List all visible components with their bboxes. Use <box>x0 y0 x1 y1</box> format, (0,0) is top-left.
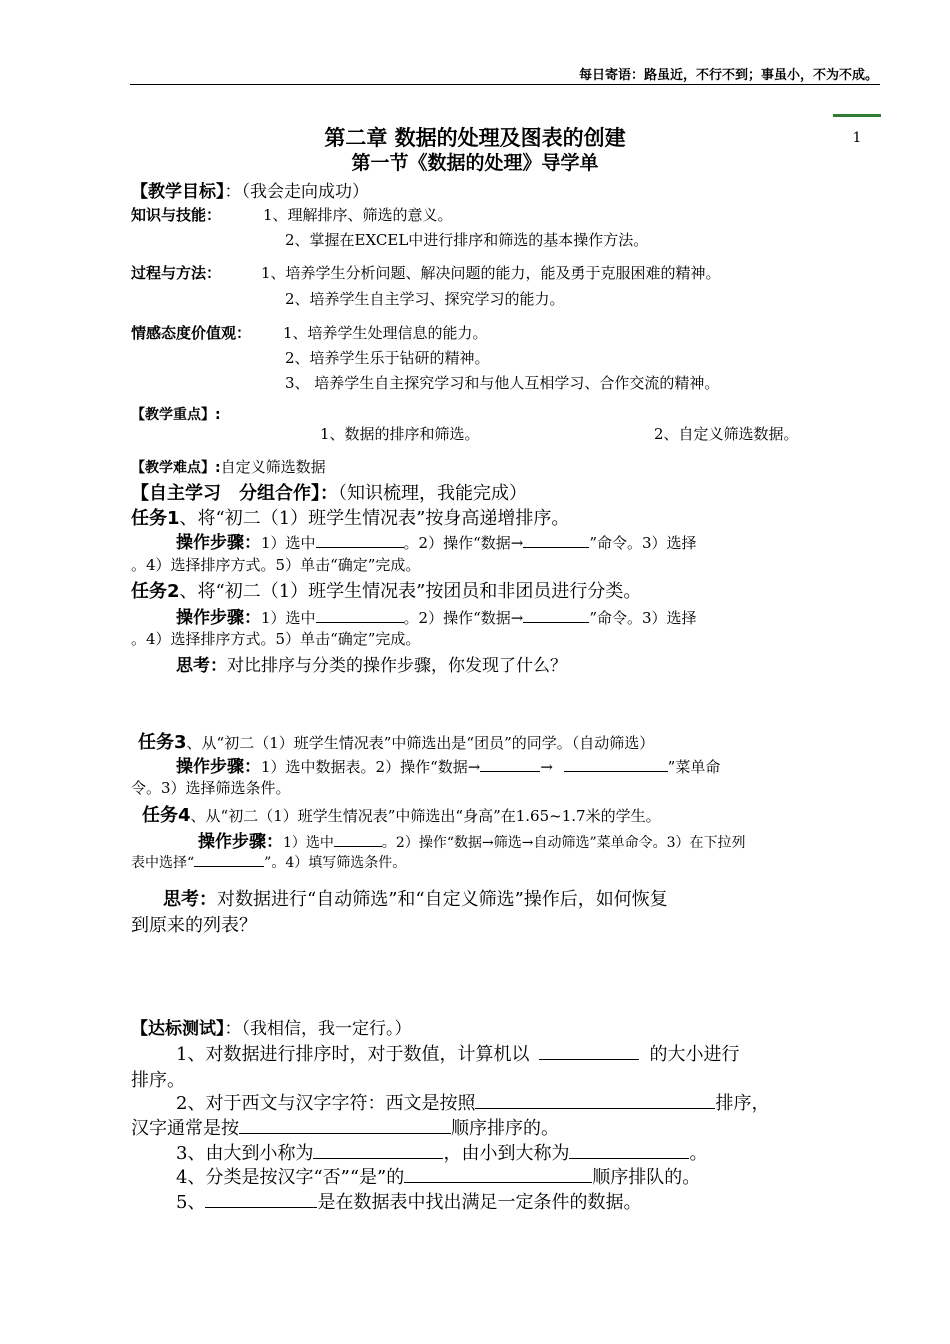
test-q3-a: 3、由大到小称为 <box>176 1143 314 1164</box>
think-2 <box>163 885 668 911</box>
task-3-steps-label: 操作步骤： <box>176 757 261 777</box>
task-4-blank-1[interactable] <box>334 832 382 847</box>
difficulty-text: 自定义筛选数据 <box>220 458 326 476</box>
task-1-steps-line2: 。4）选择排序方式。5）单击“确定”完成。 <box>131 556 421 574</box>
test-q3-b: ，由小到大称为 <box>443 1143 570 1164</box>
task-3-step-a: 1）选中数据表。2）操作“数据→ <box>261 758 481 776</box>
key-point-1: 1、数据的排序和筛选。 <box>320 425 480 443</box>
task-3 <box>138 728 654 754</box>
header-rule <box>130 84 880 85</box>
chapter-title: 第二章 数据的处理及图表的创建 <box>324 126 626 150</box>
test-q2-blank-1[interactable] <box>475 1094 715 1109</box>
test-q3-blank-2[interactable] <box>569 1144 689 1159</box>
task-1-blank-2[interactable] <box>523 533 589 548</box>
task-2-blank-2[interactable] <box>523 608 589 623</box>
test-q2-a: 2、对于西文与汉字字符：西文是按照 <box>176 1093 476 1114</box>
task-2-steps <box>176 603 697 628</box>
task-1-step-b: 。2）操作“数据→ <box>403 534 524 552</box>
task-2-label: 任务2 <box>131 581 180 602</box>
page-number: 1 <box>852 130 862 146</box>
task-2-step-a: 1）选中 <box>261 609 316 627</box>
task-3-text: 、从“初二（1）班学生情况表”中筛选出是“团员”的同学。（自动筛选） <box>186 734 655 752</box>
think-1 <box>176 651 567 676</box>
task-4-steps-label: 操作步骤： <box>198 832 283 852</box>
goals-heading-note: ：（我会走向成功） <box>224 182 369 202</box>
difficulty-heading: 【教学难点】: <box>131 460 221 476</box>
difficulty-line <box>131 456 326 477</box>
test-q3-blank-1[interactable] <box>313 1144 443 1159</box>
knowledge-item-2: 2、掌握在EXCEL中进行排序和筛选的基本操作方法。 <box>285 231 649 249</box>
test-heading-line <box>131 1014 412 1039</box>
test-heading-note: ：（我相信，我一定行。） <box>224 1019 412 1039</box>
task-2-text: 、将“初二（1）班学生情况表”按团员和非团员进行分类。 <box>179 581 642 602</box>
emotion-item-3: 3、 培养学生自主探究学习和与他人互相学习、合作交流的精神。 <box>285 374 720 392</box>
task-4-step-b: 。2）操作“数据→筛选→自动筛选”菜单命令。3）在下拉列 <box>381 835 746 851</box>
task-1-label: 任务1 <box>131 508 180 529</box>
task-2-steps-line2: 。4）选择排序方式。5）单击“确定”完成。 <box>131 630 421 648</box>
task-2 <box>131 577 641 603</box>
key-points-heading: 【教学重点】: <box>131 407 221 423</box>
key-point-2: 2、自定义筛选数据。 <box>654 425 799 443</box>
emotion-label: 情感态度价值观： <box>131 324 252 342</box>
daily-motto: 每日寄语：路虽近，不行不到；事虽小，不为不成。 <box>578 68 878 83</box>
test-q5 <box>176 1188 641 1214</box>
task-4-steps-line2 <box>131 852 406 872</box>
test-q1-line2: 排序。 <box>131 1070 185 1091</box>
goals-heading-line <box>131 177 369 202</box>
task-1-steps <box>176 528 697 553</box>
task-1-step-a: 1）选中 <box>261 534 316 552</box>
goals-heading: 【教学目标】 <box>131 182 225 202</box>
test-q2-b: 排序， <box>715 1093 770 1114</box>
task-1-text: 、将“初二（1）班学生情况表”按身高递增排序。 <box>179 508 570 529</box>
task-1 <box>131 504 569 530</box>
think-1-text: 对比排序与分类的操作步骤，你发现了什么？ <box>227 656 567 676</box>
test-heading: 【达标测试】 <box>131 1019 225 1039</box>
test-q2-blank-2[interactable] <box>239 1119 451 1134</box>
test-q2 <box>176 1089 769 1115</box>
test-q4-blank[interactable] <box>404 1168 592 1183</box>
test-q1-a: 1、对数据进行排序时，对于数值，计算机以 <box>176 1044 530 1065</box>
task-3-blank-2[interactable] <box>564 757 668 772</box>
task-2-blank-1[interactable] <box>316 608 404 623</box>
test-q4 <box>176 1163 700 1189</box>
test-q5-blank[interactable] <box>205 1193 317 1208</box>
test-q2-c: 汉字通常是按 <box>131 1118 239 1139</box>
test-q2-d: 顺序排序的。 <box>451 1118 559 1139</box>
section-title: 第一节《数据的处理》导学单 <box>351 152 599 174</box>
task-4 <box>142 801 661 827</box>
test-q3 <box>176 1139 707 1165</box>
think-2-text: 对数据进行“自动筛选”和“自定义筛选”操作后，如何恢复 <box>217 889 668 910</box>
think-2-line2: 到原来的列表？ <box>131 915 257 936</box>
test-q1-b: 的大小进行 <box>649 1044 740 1065</box>
self-study-note: （知识梳理，我能完成） <box>338 483 527 504</box>
task-4-blank-2[interactable] <box>194 852 264 867</box>
self-study-heading: 【自主学习 分组合作】： <box>131 483 338 504</box>
task-3-steps-line2: 令。3）选择筛选条件。 <box>131 779 291 797</box>
task-2-step-b: 。2）操作“数据→ <box>403 609 524 627</box>
emotion-item-2: 2、培养学生乐于钻研的精神。 <box>285 349 490 367</box>
task-4-label: 任务4 <box>142 805 191 826</box>
self-study-line <box>131 479 527 505</box>
task-1-steps-label: 操作步骤： <box>176 533 261 553</box>
task-4-step-line2-b: ”。4）填写筛选条件。 <box>264 855 407 871</box>
task-3-label: 任务3 <box>138 732 187 753</box>
test-q4-a: 4、分类是按汉字“否”“是”的 <box>176 1167 405 1188</box>
test-q1-blank[interactable] <box>539 1045 639 1060</box>
knowledge-item-1: 1、理解排序、筛选的意义。 <box>263 206 453 224</box>
process-item-2: 2、培养学生自主学习、探究学习的能力。 <box>285 290 565 308</box>
test-q1 <box>176 1040 739 1066</box>
task-3-blank-1[interactable] <box>480 757 540 772</box>
think-2-label: 思考： <box>163 889 217 910</box>
task-2-step-c: ”命令。3）选择 <box>589 609 697 627</box>
test-q4-b: 顺序排队的。 <box>592 1167 701 1188</box>
task-3-step-c: ”菜单命 <box>667 758 721 776</box>
test-q3-c: 。 <box>689 1143 708 1164</box>
test-q5-a: 5、 <box>176 1192 206 1213</box>
think-1-label: 思考： <box>176 656 227 676</box>
test-q5-b: 是在数据表中找出满足一定条件的数据。 <box>317 1192 642 1213</box>
process-item-1: 1、培养学生分析问题、解决问题的能力，能及勇于克服困难的精神。 <box>261 264 721 282</box>
task-1-step-c: ”命令。3）选择 <box>589 534 697 552</box>
task-4-step-line2-a: 表中选择“ <box>131 855 195 871</box>
task-1-blank-1[interactable] <box>316 533 404 548</box>
task-4-text: 、从“初二（1）班学生情况表”中筛选出“身高”在1.65~1.7米的学生。 <box>190 807 661 825</box>
task-4-steps <box>198 827 746 852</box>
task-3-step-b: → <box>540 758 558 776</box>
page-number-bar <box>833 114 881 117</box>
process-label: 过程与方法： <box>131 264 222 282</box>
test-q2-line2 <box>131 1114 559 1140</box>
knowledge-label: 知识与技能： <box>131 206 222 224</box>
task-2-steps-label: 操作步骤： <box>176 608 261 628</box>
task-3-steps <box>176 752 720 777</box>
emotion-item-1: 1、培养学生处理信息的能力。 <box>283 324 488 342</box>
task-4-step-a: 1）选中 <box>283 835 334 851</box>
